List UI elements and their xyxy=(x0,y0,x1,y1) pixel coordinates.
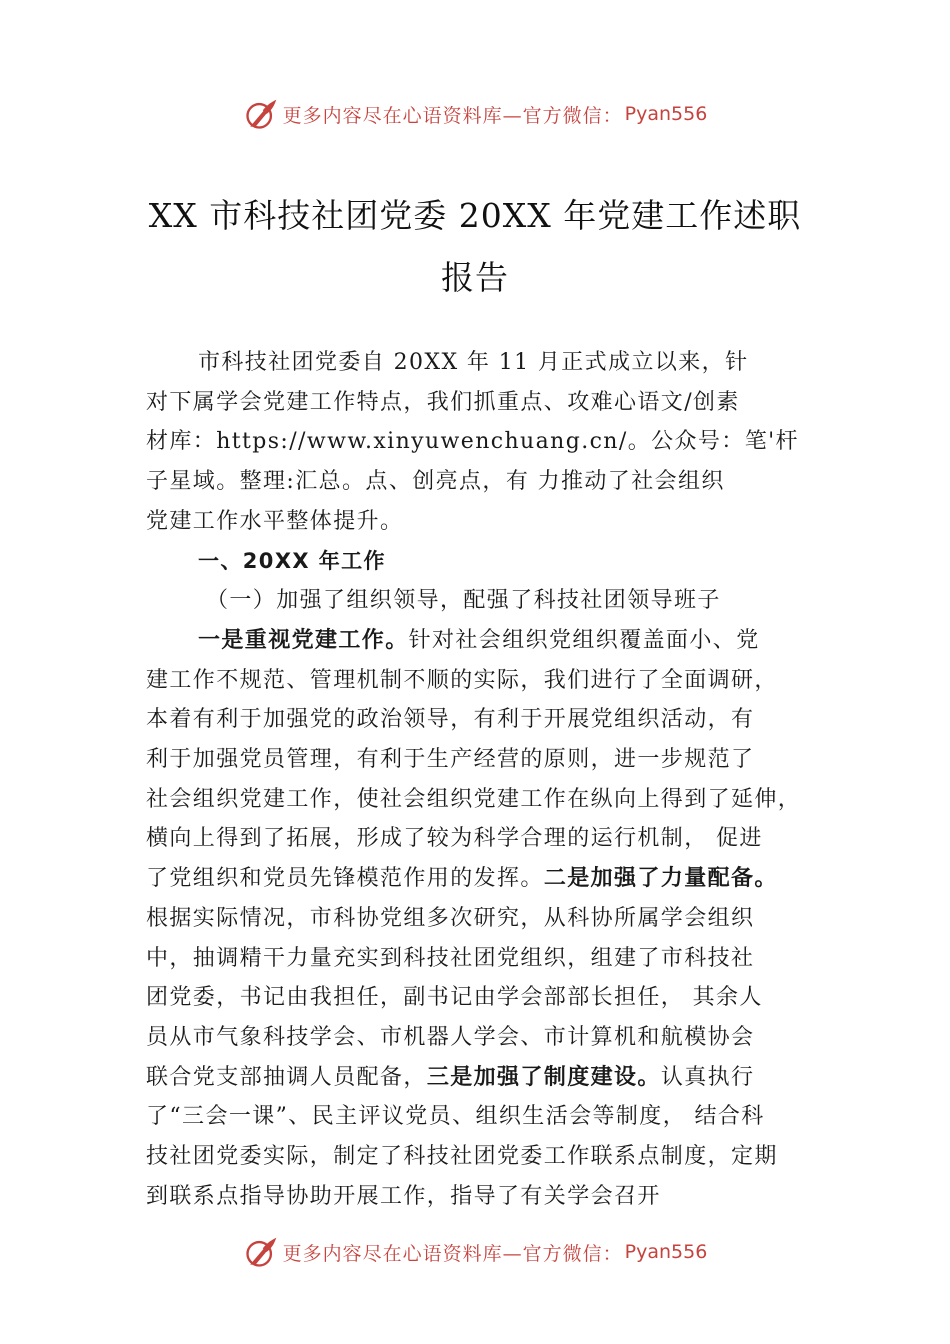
body-line: 社会组织党建工作，使社会组织党建工作在纵向上得到了延伸， xyxy=(146,786,802,812)
body-line: 员从市气象科技学会、市机器人学会、市计算机和航模协会 xyxy=(146,1024,755,1050)
body-line xyxy=(146,859,836,899)
body-line xyxy=(146,1058,836,1098)
quill-logo-icon xyxy=(243,1234,279,1270)
watermark-text: 更多内容尽在心语资料库—官方微信： xyxy=(282,104,623,127)
watermark-banner-bottom xyxy=(0,1232,950,1272)
watermark-handle: Pyan556 xyxy=(624,1241,708,1263)
bold-lead: 二是加强了力量配备。 xyxy=(543,866,778,892)
bold-lead: 三是加强了制度建设。 xyxy=(426,1064,661,1090)
bold-lead: 一是重视党建工作。 xyxy=(198,627,409,653)
body-line: 党建工作水平整体提升。 xyxy=(146,508,404,534)
body-line: 了“三会一课”、民主评议党员、组织生活会等制度， 结合科 xyxy=(146,1104,765,1130)
body-line: 技社团党委实际，制定了科技社团党委工作联系点制度，定期 xyxy=(146,1144,778,1170)
section-heading: 一、20XX 年工作 xyxy=(198,548,386,573)
body-text: 认真执行 xyxy=(660,1064,755,1090)
quill-logo-icon xyxy=(243,96,279,132)
body-line: 根据实际情况，市科协党组多次研究，从科协所属学会组织 xyxy=(146,905,755,931)
body-text: 了党组织和党员先锋模范作用的发挥。 xyxy=(146,866,544,892)
watermark-handle: Pyan556 xyxy=(624,103,708,125)
body-line: 团党委，书记由我担任，副书记由学会部部长担任， 其余人 xyxy=(146,985,763,1011)
body-line: 中，抽调精干力量充实到科技社团党组织，组建了市科技社 xyxy=(146,945,755,971)
document-body xyxy=(146,343,836,1216)
body-text: 联合党支部抽调人员配备， xyxy=(146,1064,427,1090)
watermark-banner-top xyxy=(0,94,950,134)
watermark-text: 更多内容尽在心语资料库—官方微信： xyxy=(282,1242,623,1265)
document-title-line-1: XX 市科技社团党委 20XX 年党建工作述职 xyxy=(148,196,802,235)
body-line: 材库：https://www.xinyuwenchuang.cn/。公众号：笔'杆 xyxy=(146,429,799,455)
subsection-heading: （一）加强了组织领导，配强了科技社团领导班子 xyxy=(206,588,721,614)
body-line: 建工作不规范、管理机制不顺的实际，我们进行了全面调研， xyxy=(146,667,778,693)
body-text: 针对社会组织党组织覆盖面小、党 xyxy=(408,627,760,653)
body-line: 市科技社团党委自 20XX 年 11 月正式成立以来，针 xyxy=(198,350,749,375)
body-line: 本着有利于加强党的政治领导，有利于开展党组织活动，有 xyxy=(146,707,755,733)
body-line: 子星域。整理:汇总。点、创亮点，有 力推动了社会组织 xyxy=(146,469,725,495)
document-title-line-2: 报告 xyxy=(441,258,509,297)
body-line: 横向上得到了拓展，形成了较为科学合理的运行机制， 促进 xyxy=(146,826,763,852)
body-line: 到联系点指导协助开展工作，指导了有关学会召开 xyxy=(146,1183,661,1209)
body-line: 利于加强党员管理，有利于生产经营的原则，进一步规范了 xyxy=(146,747,755,773)
body-line xyxy=(146,621,836,661)
body-line: 对下属学会党建工作特点，我们抓重点、攻难心语文/创素 xyxy=(146,389,740,415)
